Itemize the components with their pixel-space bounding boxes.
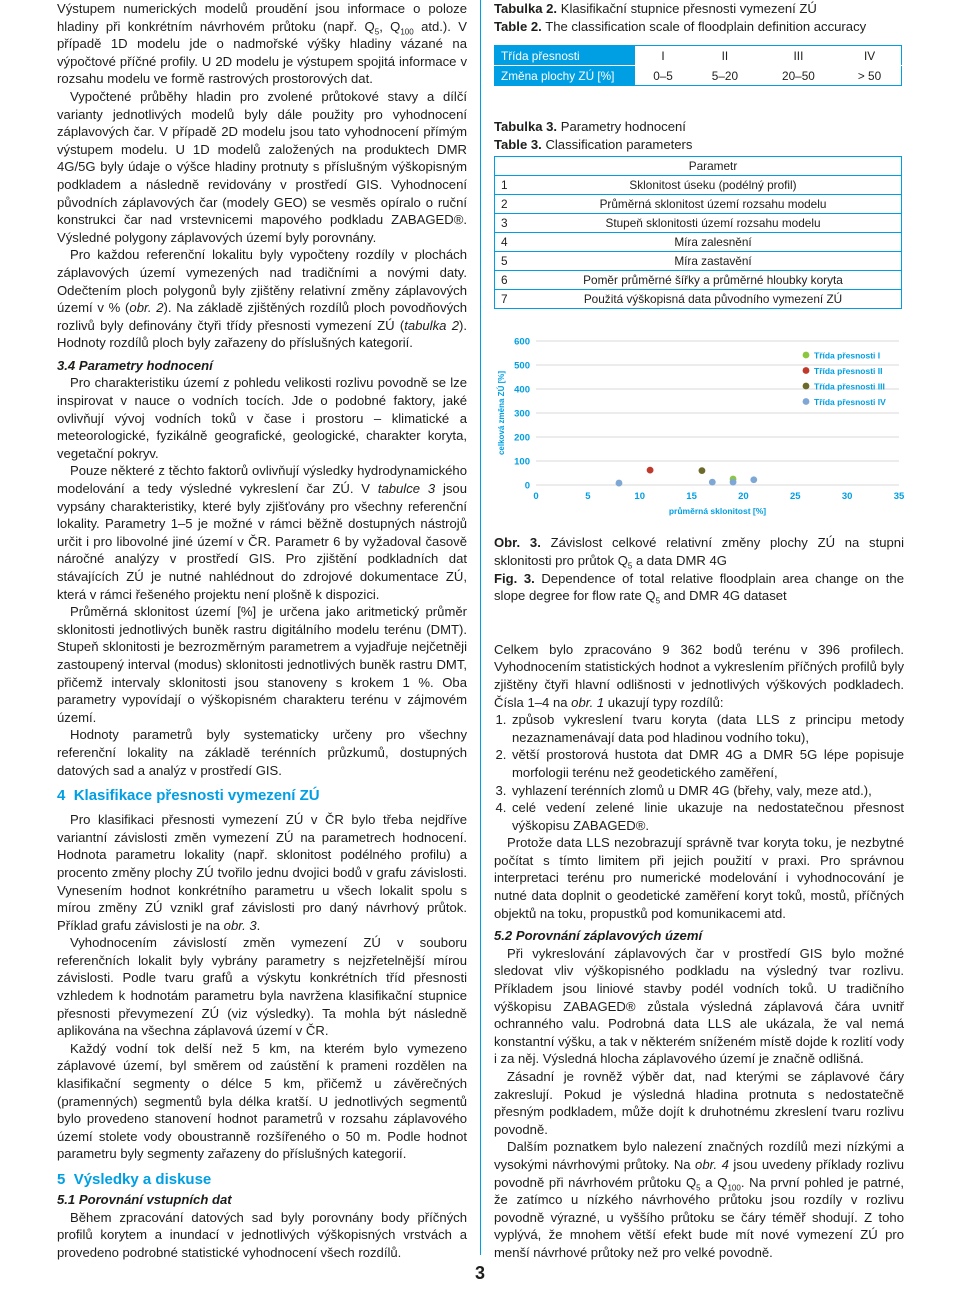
list-item: 3. vyhlazení terénních zlomů u DMR 4G (břehy, valy, meze atd.), [510,782,904,800]
x-tick-label: 0 [533,491,539,503]
data-point [709,479,716,486]
column-divider [480,0,481,1255]
paragraph: Výstupem numerických modelů proudění jsou informace o poloze hladiny při konkrétním návrhovém průtoku (např. $Q_5$, $Q_{100}$ atd.). V případě 1D modelu jde o nadmořské výšky hladiny vázané na výpočtové příčné profily. U 2D modelu je výstupem spojitá informace v rozsahu modelu ve formě rastrových prostorových dat. [57,1,467,87]
paragraph: Pro charakteristiku území z pohledu velikosti rozlivu povodně se lze inspirovat v nauce o vodních tocích. Jde o podobné faktory, jaké ovlivňují vývoj vodních toků v čase i prostoru – klimatické a meteorologické, fyzikálně geografické, geologické, charakter koryta, vegetační pokryv. [57,375,467,461]
scatter-chart [494,333,904,518]
table-row: 5 Míra zastavění [495,252,902,271]
legend-marker [803,383,810,390]
x-tick-label: 25 [789,491,801,503]
y-tick-label: 100 [514,456,530,468]
table-row: 2 Průměrná sklonitost území rozsahu modelu [495,195,902,214]
legend-label: Třída přesnosti III [814,381,885,392]
paragraph: Při vykreslování záplavových čar v prostředí GIS bylo možné sledovat vliv výškopisného podkladu na výsledný tvar rozlivu. Příkladem jsou liniové stavby podél vodních toků. U tradičního výškopisu ZABAGED® zůstala výsledná záplavová čára uvnitř ochranného valu. Podrobná data LLS ale ukázala, že val nemá konstantní výšku, a tak v některém sníženém místě dojde k rozlití vody i za něj. Výsledná hlocha záplavového území je značně odlišná. [494,945,904,1067]
data-point [699,468,706,475]
paragraph: Dalším poznatkem bylo nalezení značných rozdílů mezi nízkými a vysokými návrhovými průtoky. Na obr. 4 jsou uvedeny příklady rozlivu povodně při návrhovém průtoku $Q_5$ a $Q_{100}$. Na první pohled je patrné, že zatímco u nízkého návrhového průtoku jsou rozdíly v rozlivu povodně výrazné, u vyššího průtoku se čáry téměř shodují. Z toho vyplývá, že mnohem větší efekt bude mít nové vymezení ZÚ pro menší návrhové průtoky než pro velké povodně. [494,1139,905,1260]
table-row: Třída přesnosti I II III IV [495,46,902,66]
section-heading: 5.2 Porovnání záplavových území [494,928,703,944]
table-row: 4 Míra zalesnění [495,233,902,252]
paragraph: Protože data LLS nezobrazují správně tvar koryta toku, je nezbytné počítat s tímto limitem při jejich použití v praxi. Pro správnou interpretaci terénu pro numerické modelování i vyhodnocování je nutné data doplnit o geodetické zaměření koryt toků, mostů, příčných objektů na toku, propustků pod komunikacemi atd. [494,835,904,921]
table-caption: Tabulka 3. Parametry hodnocení [494,119,686,135]
list-item: 2. větší prostorová hustota dat DMR 4G a DMR 5G lépe popisuje morfologii terénu než geodetického zaměření, [510,746,904,781]
section-heading: 5.1 Porovnání vstupních dat [57,1192,232,1207]
paragraph: Pouze některé z těchto faktorů ovlivňují výsledky hydrodynamického modelování a tedy výsledné vykreslení čar ZÚ. V tabulce 3 jsou vypsány charakteristiky, které byly zjišťovány pro všechny referenční lokality. Parametry 1–5 je možné v rámci běžně dostupných nástrojů určit i pro libovolné jiné území v ČR. Parametr 6 by vyžadoval časově náročné analýzy v prostředí GIS. Pro zjištění podkladních dat stávajících ZÚ je nutné nahlédnout do zdrojové dokumentace ZÚ, která v rámci řešeného projektu není plošně k dispozici. [57,463,467,602]
left-column [57,0,467,1261]
x-tick-label: 15 [686,491,697,503]
data-point [647,467,654,474]
table-caption: Tabulka 2. Klasifikační stupnice přesnosti vymezení ZÚ [494,1,817,16]
y-axis-label: celková změna ZÚ [%] [497,371,506,456]
y-tick-label: 500 [514,360,530,372]
right-column [494,0,904,1262]
legend-marker [803,367,810,374]
y-tick-label: 0 [524,480,530,492]
list-item: 1. způsob vykreslení tvaru koryta (data LLS z principu metody nezaznamenávají data pod hladinou vodního toku), [510,711,904,746]
page-number: 3 [475,1263,486,1283]
x-tick-label: 10 [634,491,646,503]
table-row: 6 Poměr průměrné šířky a průměrné hloubky koryta [495,271,902,290]
data-point [750,477,757,484]
section-heading: 3.4 Parametry hodnocení [57,357,213,373]
x-tick-label: 20 [738,491,749,503]
table-row: Změna plochy ZÚ [%] 0–5 5–20 20–50 > 50 [495,66,902,86]
legend-label: Třída přesnosti I [814,350,881,361]
section-heading: 4 Klasifikace přesnosti vymezení ZÚ [57,787,320,805]
legend-label: Třída přesnosti IV [814,397,886,408]
figure-caption-en: Fig. 3. Dependence of total relative floodplain area change on the slope degree for flow rate $Q_5$ and DMR 4G dataset [494,570,904,606]
data-point [730,479,737,486]
y-tick-label: 300 [514,408,530,420]
paragraph: Vyhodnocením závislostí změn vymezení ZÚ v souboru referenčních lokalit byly vybrány parametry s nejzřetelnější mírou závislosti. Podle tvaru grafů a výskytu konkrétních tříd přesnosti vzhledem k hodnotám parametru byla navržena klasifikační stupnice přesnosti převymezení ZÚ (viz výsledky). Ta mohla být následně aplikována na všechna záplavová území v ČR. [57,935,467,1039]
table-caption-en: Table 3. Classification parameters [494,136,693,152]
paragraph: Zásadní je rovněž výběr dat, nad kterými se záplavové čáry zakreslují. Pokud je výsledná hladina protnuta s nedostatečně přesným podkladem, může dojít k druhotnému zkreslení tvaru rozlivu povodně. [494,1069,904,1137]
x-tick-label: 30 [841,491,853,503]
table-caption-en: Table 2. The classification scale of floodplain definition accuracy [494,18,867,34]
paragraph: Celkem bylo zpracováno 9 362 bodů terénu v 396 profilech. Vyhodnocením statistických hodnot a vykreslením příčných profilů byly zjištěny čtyři hlavní odlišnosti v jednotlivých výškových podkladech. Čísla 1–4 na obr. 1 ukazují typy rozdílů: [494,641,904,710]
data-point [616,480,623,487]
paragraph: Hodnoty parametrů byly systematicky určeny pro všechny referenční lokality na základě terénních průzkumů, dostupných datových sad a analýz v prostředí GIS. [57,727,467,778]
accuracy-classes-table [494,45,902,86]
legend-marker [803,398,810,405]
section-heading: 5 Výsledky a diskuse [57,1171,212,1188]
table-row: 7 Použitá výškopisná data původního vymezení ZÚ [495,290,902,309]
figure-caption: Obr. 3. Závislost celkové relativní změny plochy ZÚ na stupni sklonitosti pro průtok $Q_5$ a data DMR 4G [494,535,904,571]
x-axis-label: průměrná sklonitost [%] [668,506,767,517]
paragraph: Pro každou referenční lokalitu byly vypočteny rozdíly v plochách záplavových území vymezených nad tradičními a novými daty. Odečtením ploch polygonů byly zjištěny relativní změny záplavových území v % (obr. 2). Na základě zjištěných rozdílů ploch povodňových rozlivů byly definovány čtyři třídy přesnosti vymezení ZÚ (tabulka 2). Hodnoty rozdílů ploch byly zařazeny do příslušných kategorií. [57,247,468,351]
differences-list [494,711,904,834]
paragraph: Vypočtené průběhy hladin pro zvolené průtokové stavy a dílčí varianty jednotlivých modelů byly dále použity pro vyhodnocení záplavových čar. V případě 2D modelu jsou tato vyhodnocení přímým výstupem modelu. U 1D modelů založených na produktech DMR 4G/5G byly údaje o výšce hladiny protnuty s příslušným výškopisným podkladem a následně revidovány v prostředí GIS. Vyhodnocení původních záplavových čar (modely GEO) se vesměs opíralo o ruční konstrukci čar nad vrstevnicemi mapového podkladu ZABAGED®. Výsledné polygony záplavových území byly porovnány. [57,88,467,245]
y-tick-label: 400 [514,384,530,396]
legend-marker [803,352,810,359]
paragraph: Každý vodní tok delší než 5 km, na kterém bylo vymezeno záplavové území, byl směrem od zaústění k prameni rozdělen na klasifikační segmenty o délce 5 km, přičemž u závěrečných (pramenných) segmentů byla délka kratší. U jednotlivých segmentů bylo provedeno stanovení hodnot parametrů v rozsahu záplavového území stolete vody oboustranně rozšířeného o 50 m. Podle hodnot parametru byly segmenty zařazeny do příslušných kategorií. [57,1040,467,1162]
parameters-table [494,156,902,309]
y-tick-label: 200 [514,432,530,444]
paragraph: Pro klasifikaci přesnosti vymezení ZÚ v ČR bylo třeba nejdříve variantní závislosti změn vymezení ZÚ na parametrech hodnocení. Hodnota parametru lokality (např. sklonitost podélného profilu) a procento změny plochy ZÚ tvořilo jednu dvojici bodů v grafu závislosti. Vynesením hodnot konkrétního parametru u všech lokalit spolu s mírou změny ZÚ vznikl graf závislosti pro daný návrhový průtok. Příklad grafu závislosti je na obr. 3. [57,812,467,933]
paragraph: Během zpracování datových sad byly porovnány body příčných profilů korytem a inundací v jednotlivých výškopisných vrstvách a provedeno podrobné statistické vyhodnocení všech rozdílů. [57,1209,467,1260]
x-tick-label: 35 [893,491,904,503]
table-row: 1 Sklonitost úseku (podélný profil) [495,176,902,195]
table-row: 3 Stupeň sklonitosti území rozsahu modelu [495,214,902,233]
x-tick-label: 5 [585,491,591,503]
list-item: 4. celé vedení zelené linie ukazuje na nedostatečnou přesnost výškopisu ZABAGED®. [510,799,904,834]
table-header-row: Parametr [688,159,738,174]
y-tick-label: 600 [514,336,530,348]
legend-label: Třída přesnosti II [814,366,883,377]
paragraph: Průměrná sklonitost území [%] je určena jako aritmetický průměr sklonitosti jednotlivých buněk rastru digitálního modelu terénu (DMT). Stupeň sklonitosti je bezrozměrným parametrem a vyjadřuje nejčetněji zastoupený interval (modus) sklonitosti jednotlivých buněk rastru DMT, přičemž intervaly sklonitosti jsou stanoveny s krokem 1 %. Oba parametry vypovídají o výškopisném charakteru terénu v zájmovém území. [57,604,467,725]
